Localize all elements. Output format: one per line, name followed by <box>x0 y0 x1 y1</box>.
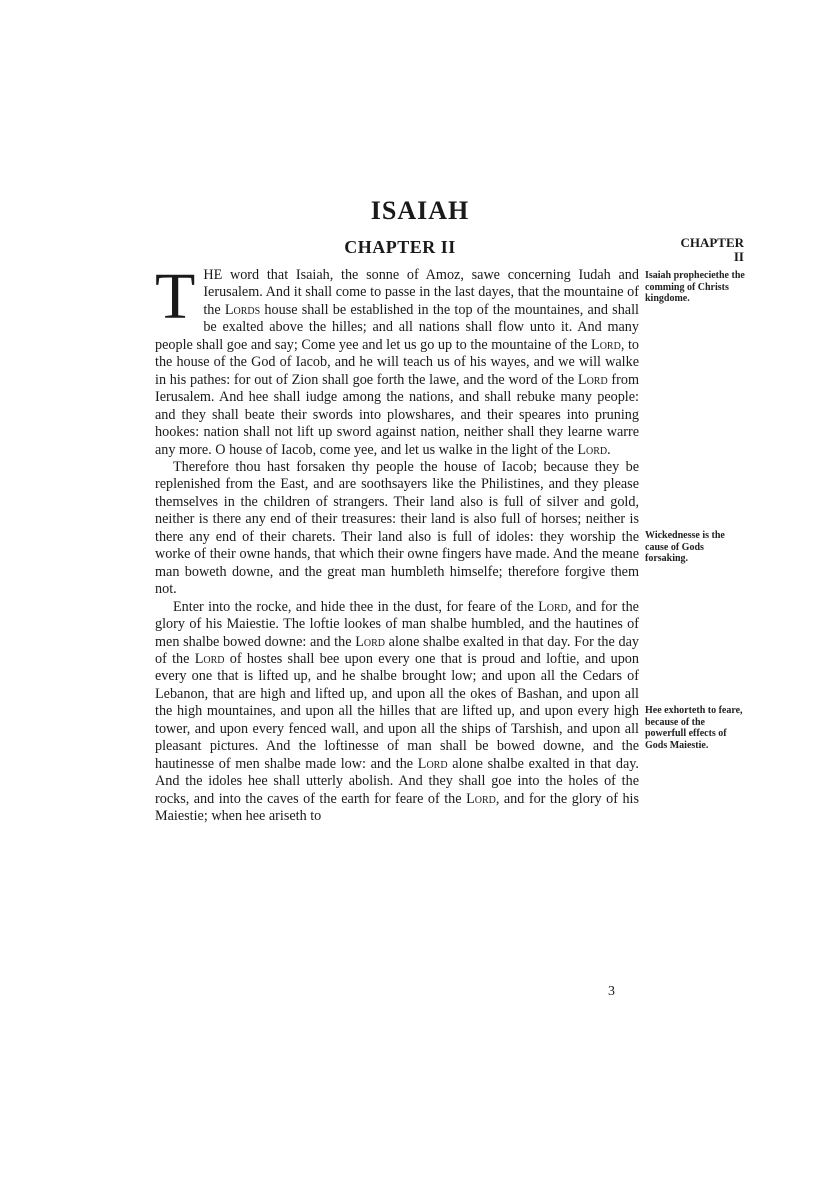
lord-small-caps: Lord <box>538 598 568 615</box>
paragraph-2: Therefore thou hast forsaken thy people the house of Iacob; because they be replenished from the East, and are soothsayers like the Philistines, and they please themselves in the children of strangers. Their land also is full of silver and gold, neither is there any end of their treasures: their land is also full of horses; neither is there any end of their charets. Their land also is full of idoles: they worship the worke of their owne hands, that which their owne fingers have made. And the meane man boweth downe, and the great man humbleth himselfe; therefore forgive them not. <box>155 458 639 598</box>
book-title: ISAIAH <box>370 196 470 225</box>
chapter-heading: CHAPTER II <box>344 237 456 257</box>
side-note-feare: Hee exhorteth to feare, because of the powerfull effects of Gods Maiestie. <box>645 705 743 751</box>
page-number: 3 <box>608 984 615 999</box>
paragraph-3-text: , and for the glory of his Maiestie. The loftie lookes of man shalbe humbled, and the hautines of men shalbe bowed downe: and the <box>155 598 639 650</box>
lord-small-caps: Lord <box>577 441 608 458</box>
chapter-body-text <box>155 260 639 826</box>
paragraph-1-text: from Ierusalem. And hee shall iudge among the nations, and shall rebuke many people: and they shall beate their swords into plowshares, and their speares into pruning hookes: nation shall not lift up sword against nation, neither shall they learne warre any more. O house of Iacob, come yee, and let us walke in the light of the <box>155 371 639 458</box>
lord-small-caps: Lord <box>417 755 448 772</box>
paragraph-3-text: alone shalbe exalted in that day. And the idoles hee shall utterly abolish. And they shall goe into the holes of the rocks, and into the caves of the earth for feare of the <box>155 755 639 807</box>
paragraph-1-text: , to the house of the God of Iacob, and he will teach us of his wayes, and we will walke in his pathes: for out of Zion shall goe forth the lawe, and the word of the <box>155 336 639 388</box>
lord-small-caps: Lord <box>591 336 621 353</box>
drop-cap-letter: T <box>155 260 196 333</box>
margin-chapter-numeral: II <box>733 249 744 264</box>
lord-small-caps: Lord <box>577 371 608 388</box>
margin-chapter-label <box>648 236 744 264</box>
paragraph-3-text: of hostes shall bee upon every one that is proud and loftie, and upon every one that is lifted up, and he shalbe brought low; and upon all the Cedars of Lebanon, that are high and lifted up, and upon all the okes of Bashan, and upon all the high mountaines, and upon all the hilles that are lifted up, and upon every high tower, and upon every fenced wall, and upon all the ships of Tarshish, and upon all pleasant pictures. And the loftinesse of man shall be bowed downe, and the hautinesse of men shalbe made low: and the <box>155 650 639 772</box>
side-note-wickednesse: Wickednesse is the cause of Gods forsaking. <box>645 530 725 565</box>
paragraph-3-text: alone shalbe exalted in that day. For the day of the <box>155 633 639 667</box>
margin-chapter-word: CHAPTER <box>680 235 744 250</box>
paragraph-3-text: Enter into the rocke, and hide thee in the dust, for feare of the <box>173 598 539 615</box>
paragraph-1 <box>155 260 639 459</box>
lord-small-caps: Lord <box>355 633 385 650</box>
lord-small-caps: Lord <box>194 650 225 667</box>
side-note-prophecy: Isaiah propheciethe the comming of Christs kingdome. <box>645 270 745 305</box>
paragraph-1-text: house shall be established in the top of the mountaines, and shall be exalted above the hilles; and all nations shall flow unto it. And many people shall goe and say; Come yee and let us go up to the mountaine of the <box>155 301 639 353</box>
lord-small-caps: Lords <box>224 301 261 318</box>
paragraph-1-text: HE word that Isaiah, the sonne of Amoz, sawe concerning Iudah and Ierusalem. And it shall come to passe in the last dayes, that the mountaine of the <box>203 267 639 318</box>
paragraph-3 <box>155 599 639 826</box>
paragraph-3-text: , and for the glory of his Maiestie; when hee ariseth to <box>155 790 639 825</box>
paragraph-1-text: . <box>607 441 611 458</box>
lord-small-caps: Lord <box>466 790 496 807</box>
